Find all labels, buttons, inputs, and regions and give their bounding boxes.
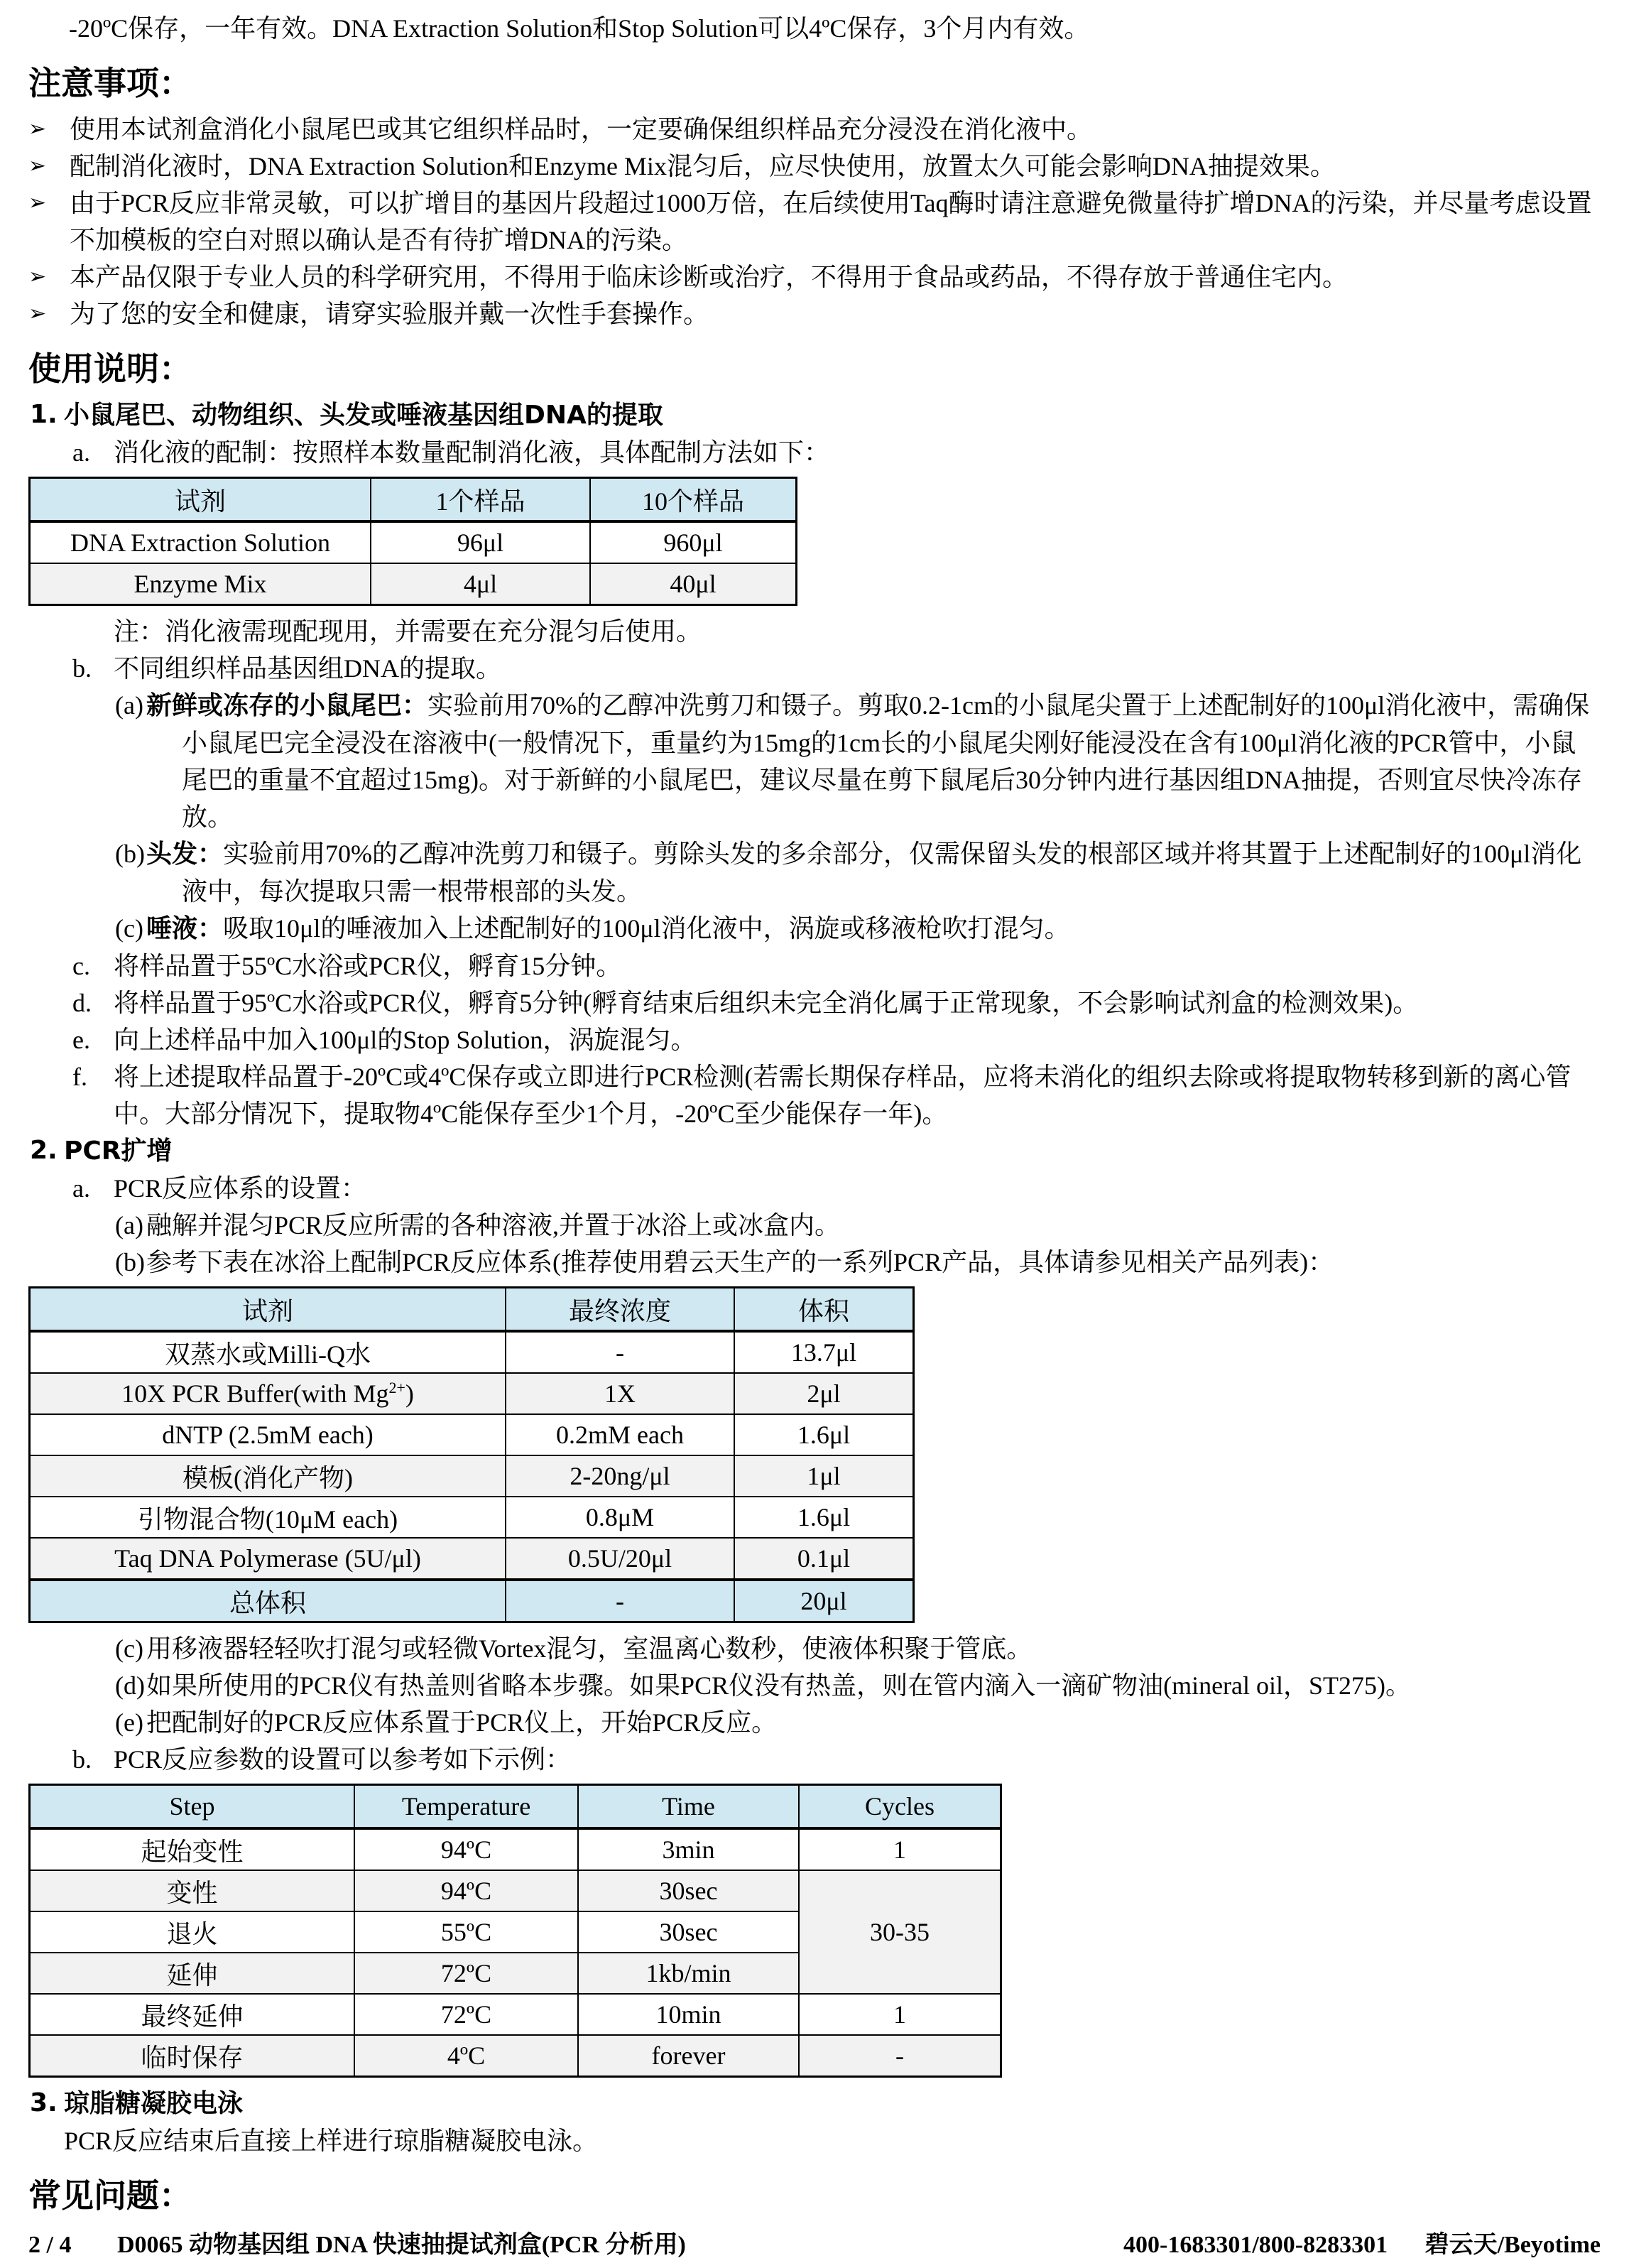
cell-text: )	[405, 1379, 414, 1408]
item-text: PCR反应体系的设置：	[114, 1174, 367, 1203]
usage-item-b2	[28, 1741, 1601, 1778]
table-cell: -	[799, 2035, 1001, 2077]
section-title-notes: 注意事项：	[28, 64, 192, 102]
page-number: 2 / 4	[28, 2232, 72, 2258]
pcr-mix-table	[28, 1286, 915, 1623]
item-text: 如果所使用的PCR仪有热盖则省略本步骤。如果PCR仪没有热盖，则在管内滴入一滴矿物油(mineral oil，ST275)。	[146, 1671, 1412, 1700]
list-marker: (c)	[115, 914, 143, 943]
column-header: 最终浓度	[506, 1288, 734, 1332]
table-row	[30, 521, 797, 563]
sample-type-label: 新鲜或冻存的小鼠尾巴：	[146, 691, 428, 720]
table-cell: Taq DNA Polymerase (5U/μl)	[30, 1538, 506, 1580]
table-row	[30, 1331, 914, 1373]
table-cell: 3min	[578, 1828, 799, 1870]
column-header: 试剂	[30, 478, 371, 522]
pcr-substep-c	[28, 1630, 1601, 1667]
product-name: D0065 动物基因组 DNA 快速抽提试剂盒(PCR 分析用)	[116, 2232, 686, 2258]
table-cell: 960μl	[590, 521, 797, 563]
merged-cycles-cell: 30-35	[799, 1870, 1001, 1994]
note-bullet-4	[28, 259, 1601, 295]
table-row	[30, 1994, 1001, 2035]
list-marker: (e)	[115, 1708, 143, 1737]
table-cell: 4ºC	[354, 2035, 578, 2077]
table-cell: 模板(消化产物)	[30, 1455, 506, 1497]
list-marker: (c)	[115, 1634, 143, 1663]
table-row	[30, 2035, 1001, 2077]
table-row	[30, 1497, 914, 1538]
item-text: 实验前用70%的乙醇冲洗剪刀和镊子。剪除头发的多余部分，仅需保留头发的根部区域并将其置于上述配制好的100μl消化液中，每次提取只需一根带根部的头发。	[182, 840, 1582, 906]
column-header: 试剂	[30, 1288, 506, 1332]
usage-item-d1	[28, 984, 1601, 1021]
list-marker: b.	[72, 654, 92, 683]
table-cell: Enzyme Mix	[30, 563, 371, 605]
item-text: 将样品置于55ºC水浴或PCR仪，孵育15分钟。	[114, 952, 622, 980]
table-cell: 临时保存	[30, 2035, 355, 2077]
table-cell: 1.6μl	[734, 1414, 914, 1455]
table-cell: 0.5U/20μl	[506, 1538, 734, 1580]
column-header: Step	[30, 1785, 355, 1829]
pcr-substep-d	[28, 1667, 1601, 1704]
pcr-parameters-table	[28, 1784, 1002, 2078]
table-cell: 1	[799, 1828, 1001, 1870]
table-cell: DNA Extraction Solution	[30, 521, 371, 563]
table-cell: 94ºC	[354, 1870, 578, 1911]
section-title-usage: 使用说明：	[28, 349, 192, 388]
table-cell: 最终延伸	[30, 1994, 355, 2035]
table-cell: 双蒸水或Milli-Q水	[30, 1331, 506, 1373]
arrow-bullet-icon: ➢	[28, 153, 47, 178]
superscript-text: 2+	[388, 1379, 405, 1396]
note-bullet-1	[28, 111, 1601, 148]
table-row	[30, 563, 797, 605]
list-marker: (b)	[115, 840, 145, 868]
note-bullet-text: 使用本试剂盒消化小鼠尾巴或其它组织样品时，一定要确保组织样品充分浸没在消化液中。	[70, 115, 1093, 143]
list-marker: 1.	[30, 400, 58, 429]
digest-mix-table	[28, 477, 797, 606]
table-cell: 0.1μl	[734, 1538, 914, 1580]
storage-note-paragraph: -20ºC保存，一年有效。DNA Extraction Solution和Stop Solution可以4ºC保存，3个月内有效。	[69, 14, 1090, 43]
list-marker: 2.	[30, 1136, 58, 1165]
usage-step-3-title	[28, 2085, 1601, 2122]
brand-name: 碧云天/Beyotime	[1424, 2232, 1601, 2258]
note-bullet-text: 配制消化液时，DNA Extraction Solution和Enzyme Mix混匀后，应尽快使用，放置太久可能会影响DNA抽提效果。	[70, 152, 1336, 180]
table-cell: -	[506, 1331, 734, 1373]
table-header-row	[30, 1785, 1001, 1829]
list-marker: (a)	[115, 1211, 143, 1239]
step-title-text: PCR扩增	[64, 1136, 173, 1166]
footer-left	[28, 2231, 686, 2259]
footer-right	[1123, 2231, 1601, 2259]
table-cell: 延伸	[30, 1953, 355, 1994]
table-cell: 0.8μM	[506, 1497, 734, 1538]
item-text: PCR反应参数的设置可以参考如下示例：	[114, 1745, 572, 1774]
item-text: 把配制好的PCR反应体系置于PCR仪上，开始PCR反应。	[146, 1708, 778, 1737]
table-cell: 30sec	[578, 1870, 799, 1911]
sample-type-mouse-tail	[28, 687, 1601, 835]
table-cell: 1kb/min	[578, 1953, 799, 1994]
phone-numbers: 400-1683301/800-8283301	[1123, 2232, 1388, 2258]
step-title-text: 小鼠尾巴、动物组织、头发或唾液基因组DNA的提取	[64, 401, 663, 430]
usage-item-a2	[28, 1170, 1601, 1207]
item-text: 实验前用70%的乙醇冲洗剪刀和镊子。剪取0.2-1cm的小鼠尾尖置于上述配制好的100μl消化液中，需确保小鼠尾巴完全浸没在溶液中(一般情况下，重量约为15mg的1cm长的小鼠尾尖刚好能浸没在含有100μl消化液的PCR管中，小鼠尾巴的重量不宜超过15mg)。对于新鲜的小鼠尾巴，建议尽量在剪下鼠尾后30分钟内进行基因组DNA抽提，否则宜尽快冷冻存放。	[182, 691, 1590, 831]
note-bullet-text: 为了您的安全和健康，请穿实验服并戴一次性手套操作。	[70, 300, 709, 328]
table-cell: dNTP (2.5mM each)	[30, 1414, 506, 1455]
table-cell: 94ºC	[354, 1828, 578, 1870]
item-text: 用移液器轻轻吹打混匀或轻微Vortex混匀，室温离心数秒，使液体积聚于管底。	[146, 1634, 1033, 1663]
table-header-row	[30, 1288, 914, 1332]
sample-type-label: 唾液：	[146, 914, 224, 943]
item-text: 向上述样品中加入100μl的Stop Solution，涡旋混匀。	[114, 1026, 697, 1054]
table-cell: -	[506, 1580, 734, 1622]
list-marker: a.	[72, 1174, 90, 1203]
table-cell: 30sec	[578, 1911, 799, 1953]
column-header: 1个样品	[371, 478, 590, 522]
table-cell: 40μl	[590, 563, 797, 605]
column-header: 体积	[734, 1288, 914, 1332]
item-text: 将上述提取样品置于-20ºC或4ºC保存或立即进行PCR检测(若需长期保存样品，应将未消化的组织去除或将提取物转移到新的离心管中。大部分情况下，提取物4ºC能保存至少1个月，-20ºC至少能保存一年)。	[114, 1063, 1571, 1128]
arrow-bullet-icon: ➢	[28, 264, 47, 289]
table-total-row	[30, 1580, 914, 1622]
list-marker: c.	[72, 952, 90, 980]
table-cell: 引物混合物(10μM each)	[30, 1497, 506, 1538]
note-bullet-2	[28, 148, 1601, 185]
pcr-substep-e	[28, 1704, 1601, 1741]
item-text: 不同组织样品基因组DNA的提取。	[114, 654, 501, 683]
usage-item-a1	[28, 434, 1601, 471]
note-bullet-text: 本产品仅限于专业人员的科学研究用，不得用于临床诊断或治疗，不得用于食品或药品，不得存放于普通住宅内。	[70, 263, 1349, 291]
list-marker: (d)	[115, 1671, 145, 1700]
list-marker: (b)	[115, 1248, 145, 1276]
table-cell: 72ºC	[354, 1953, 578, 1994]
list-marker: (a)	[115, 691, 143, 720]
table-cell: 起始变性	[30, 1828, 355, 1870]
electrophoresis-text: PCR反应结束后直接上样进行琼脂糖凝胶电泳。	[64, 2127, 599, 2155]
item-text: 将样品置于95ºC水浴或PCR仪，孵育5分钟(孵育结束后组织未完全消化属于正常现象，不会影响试剂盒的检测效果)。	[114, 989, 1419, 1017]
item-text: 消化液的配制：按照样本数量配制消化液，具体配制方法如下：	[114, 438, 830, 467]
list-marker: d.	[72, 989, 92, 1017]
column-header: Cycles	[799, 1785, 1001, 1829]
table-row	[30, 1373, 914, 1414]
table-cell: 13.7μl	[734, 1331, 914, 1373]
column-header: Temperature	[354, 1785, 578, 1829]
item-text: 吸取10μl的唾液加入上述配制好的100μl消化液中，涡旋或移液枪吹打混匀。	[223, 914, 1070, 943]
table-row	[30, 1538, 914, 1580]
table-note: 注：消化液需现配现用，并需要在充分混匀后使用。	[114, 617, 702, 646]
table-cell: 96μl	[371, 521, 590, 563]
column-header: Time	[578, 1785, 799, 1829]
note-bullet-text: 由于PCR反应非常灵敏，可以扩增目的基因片段超过1000万倍，在后续使用Taq酶时请注意避免微量待扩增DNA的污染，并尽量考虑设置不加模板的空白对照以确认是否有待扩增DNA的污染。	[70, 189, 1592, 254]
table-cell: 1	[799, 1994, 1001, 2035]
list-marker: f.	[72, 1063, 87, 1091]
step-title-text: 琼脂糖凝胶电泳	[64, 2089, 244, 2118]
list-marker: a.	[72, 438, 90, 467]
table-cell: forever	[578, 2035, 799, 2077]
table-cell: 55ºC	[354, 1911, 578, 1953]
table-cell: 1μl	[734, 1455, 914, 1497]
table-cell: 1.6μl	[734, 1497, 914, 1538]
table-cell: 2-20ng/μl	[506, 1455, 734, 1497]
sample-type-saliva	[28, 910, 1601, 948]
table-cell: 20μl	[734, 1580, 914, 1622]
table-cell: 72ºC	[354, 1994, 578, 2035]
table-cell: 4μl	[371, 563, 590, 605]
table-row	[30, 1870, 1001, 1911]
table-row	[30, 1455, 914, 1497]
table-cell: 总体积	[30, 1580, 506, 1622]
usage-item-f1	[28, 1058, 1601, 1132]
cell-text: 10X PCR Buffer(with Mg	[121, 1379, 389, 1408]
page-footer	[28, 2231, 1601, 2259]
item-text: 融解并混匀PCR反应所需的各种溶液,并置于冰浴上或冰盒内。	[146, 1211, 841, 1239]
table-header-row	[30, 478, 797, 522]
table-cell: 1X	[506, 1373, 734, 1414]
usage-item-c1	[28, 948, 1601, 984]
usage-step-1-title	[28, 396, 1601, 434]
list-marker: 3.	[30, 2088, 58, 2117]
usage-step-2-title	[28, 1132, 1601, 1170]
arrow-bullet-icon: ➢	[28, 301, 47, 326]
item-text: 参考下表在冰浴上配制PCR反应体系(推荐使用碧云天生产的一系列PCR产品，具体请参见相关产品列表)：	[146, 1248, 1334, 1276]
table-cell: 退火	[30, 1911, 355, 1953]
column-header: 10个样品	[590, 478, 797, 522]
sample-type-hair	[28, 835, 1601, 910]
table-cell: 变性	[30, 1870, 355, 1911]
table-cell: 0.2mM each	[506, 1414, 734, 1455]
section-title-faq: 常见问题：	[28, 2176, 192, 2215]
table-cell: 10min	[578, 1994, 799, 2035]
list-marker: e.	[72, 1026, 90, 1054]
table-row	[30, 1828, 1001, 1870]
note-bullet-3	[28, 185, 1601, 259]
usage-item-b1	[28, 650, 1601, 687]
list-marker: b.	[72, 1745, 92, 1774]
arrow-bullet-icon: ➢	[28, 116, 47, 141]
sample-type-label: 头发：	[146, 840, 224, 869]
pcr-substep-a	[28, 1207, 1601, 1244]
pcr-substep-b	[28, 1244, 1601, 1281]
note-bullet-5	[28, 295, 1601, 332]
usage-item-e1	[28, 1021, 1601, 1058]
table-row	[30, 1414, 914, 1455]
arrow-bullet-icon: ➢	[28, 190, 47, 215]
table-cell	[30, 1373, 506, 1414]
table-cell: 2μl	[734, 1373, 914, 1414]
